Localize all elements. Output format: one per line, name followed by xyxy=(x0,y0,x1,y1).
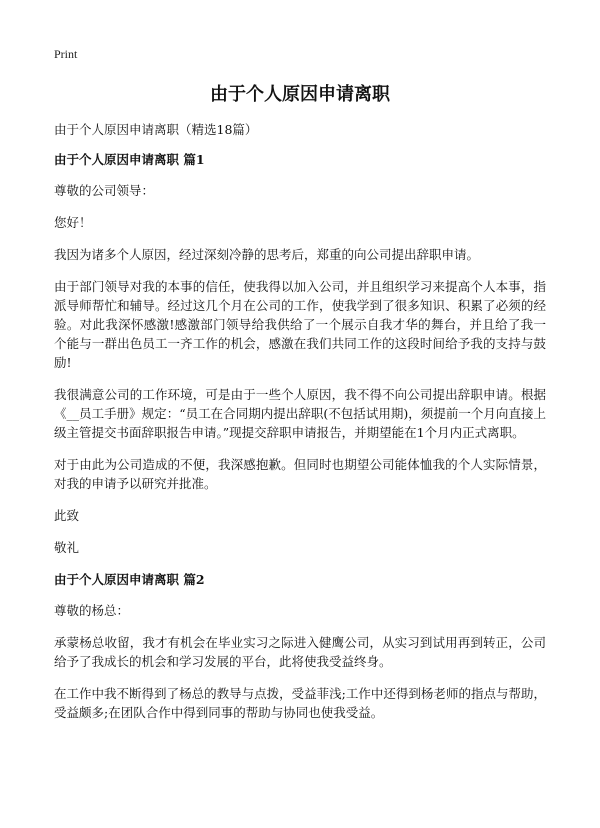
body-paragraph: 由于部门领导对我的本事的信任，使我得以加入公司，并且组织学习来提高个人本事，指派导师帮忙和辅导。经过这几个月在公司的工作，使我学到了很多知识、积累了必须的经验。对此我深怀感激!感激部门领导给我供给了一个展示自我才华的舞台，并且给了我一个能与一群出色员工一齐工作的机会，感激在我们共同工作的这段时间给予我的支持与鼓励! xyxy=(54,279,546,370)
body-paragraph: 我因为诸多个人原因，经过深刻冷静的思考后，郑重的向公司提出辞职申请。 xyxy=(54,247,480,262)
article-heading: 由于个人原因申请离职 篇2 xyxy=(54,572,205,587)
body-paragraph: 对于由此为公司造成的不便，我深感抱歉。但同时也期望公司能体恤我的个人实际情景，对我的申请予以研究并批准。 xyxy=(54,457,546,491)
closing: 敬礼 xyxy=(54,540,80,555)
body-paragraph: 我很满意公司的工作环境，可是由于一些个人原因，我不得不向公司提出辞职申请。根据《__员工手册》规定：“员工在合同期内提出辞职(不包括试用期)，须提前一个月向直接上级主管提交书面辞职报告申请。”现提交辞职申请报告，并期望能在1个月内正式离职。 xyxy=(54,387,546,440)
document-body xyxy=(54,120,546,735)
document-subtitle: 由于个人原因申请离职（精选18篇） xyxy=(54,122,258,137)
closing: 此致 xyxy=(54,508,80,523)
body-paragraph: 在工作中我不断得到了杨总的教导与点拨，受益菲浅;工作中还得到杨老师的指点与帮助，受益颇多;在团队合作中得到同事的帮助与协同也使我受益。 xyxy=(54,686,546,720)
salutation: 尊敬的杨总： xyxy=(54,603,130,618)
salutation: 尊敬的公司领导： xyxy=(54,183,155,198)
print-link[interactable]: Print xyxy=(54,47,78,61)
greeting: 您好！ xyxy=(54,215,92,230)
body-paragraph: 承蒙杨总收留，我才有机会在毕业实习之际进入健鹰公司，从实习到试用再到转正，公司给予了我成长的机会和学习发展的平台，此将使我受益终身。 xyxy=(54,635,546,669)
article-heading: 由于个人原因申请离职 篇1 xyxy=(54,152,205,167)
document-title: 由于个人原因申请离职 xyxy=(210,84,390,105)
